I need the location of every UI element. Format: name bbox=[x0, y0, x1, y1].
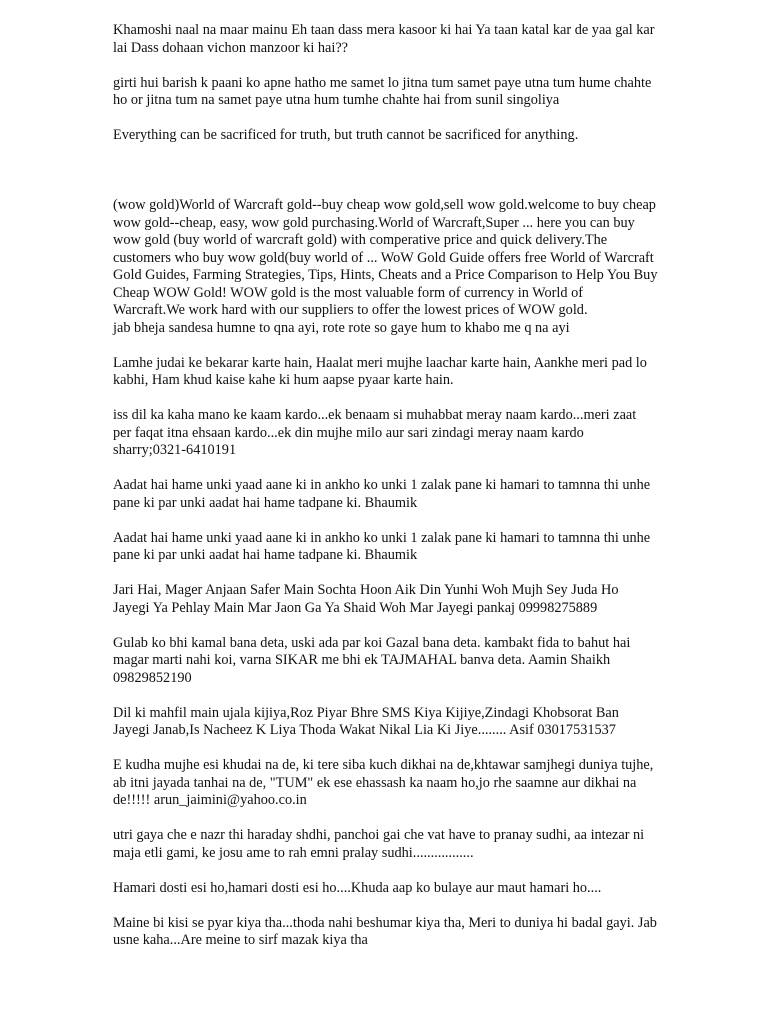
paragraph-hamari-dosti: Hamari dosti esi ho,hamari dosti esi ho....Khuda aap ko bulaye aur maut hamari ho.... bbox=[113, 879, 602, 896]
blank-gap bbox=[113, 162, 658, 197]
paragraph-lamhe-judai: Lamhe judai ke bekarar karte hain, Haalat meri mujhe laachar karte hain, Aankhe meri pad lo kabhi, Ham khud kaise kahe ki hum aapse pyaar karte hain. bbox=[113, 354, 647, 388]
paragraph-aadat-2: Aadat hai hame unki yaad aane ki in ankho ko unki 1 zalak pane ki hamari to tamnna thi unhe pane ki par unki aadat hai hame tadpane ki. Bhaumik bbox=[113, 529, 651, 563]
paragraph-aadat-1: Aadat hai hame unki yaad aane ki in ankho ko unki 1 zalak pane ki hamari to tamnna thi unhe pane ki par unki aadat hai hame tadpane ki. Bhaumik bbox=[113, 477, 651, 511]
paragraph-e-kudha: E kudha mujhe esi khudai na de, ki tere siba kuch dikhai na de,khtawar samjhegi duniya tujhe, ab itni jayada tanhai na de, "TUM" ek ese ehassash ka naam ho,jo rhe saamne aur dikhai na de!!!!! arun_jaimini@yahoo.co.in bbox=[113, 757, 654, 808]
paragraph-jari-hai: Jari Hai, Mager Anjaan Safer Main Sochta Hoon Aik Din Yunhi Woh Mujh Sey Juda Ho Jayegi Ya Pehlay Main Mar Jaon Ga Ya Shaid Woh Mar Jayegi pankaj 09998275889 bbox=[113, 582, 619, 616]
paragraph-iss-dil: iss dil ka kaha mano ke kaam kardo...ek benaam si muhabbat meray naam kardo...meri zaat per faqat itna ehsaan kardo...ek din mujhe milo aur sari zindagi meray naam kardo sharry;0321-6410191 bbox=[113, 407, 637, 458]
paragraph-maine-bi: Maine bi kisi se pyar kiya tha...thoda nahi beshumar kiya tha, Meri to duniya hi badal gayi. Jab usne kaha...Are meine to sirf mazak kiya tha bbox=[113, 914, 657, 948]
paragraph-truth-quote: Everything can be sacrificed for truth, but truth cannot be sacrificed for anything. bbox=[113, 127, 579, 143]
paragraph-wow-gold: (wow gold)World of Warcraft gold--buy cheap wow gold,sell wow gold.welcome to buy cheap wow gold--cheap, easy, wow gold purchasing.World of Warcraft,Super ... here you can buy wow gold (buy world of warcraft gold) with comperative price and quick delivery.The customers who buy wow gold(buy world of ... WoW Gold Guide offers free World of Warcraft Gold Guides, Farming Strategies, Tips, Hints, Cheats and a Price Comparison to Help You Buy Cheap WOW Gold! WOW gold is the most valuable form of currency in World of Warcraft.We work hard with our suppliers to offer the lowest prices of WOW gold. bbox=[113, 197, 658, 318]
document-body bbox=[113, 22, 658, 967]
paragraph-khamoshi: Khamoshi naal na maar mainu Eh taan dass mera kasoor ki hai Ya taan katal kar de yaa gal kar lai Dass dohaan vichon manzoor ki hai?? bbox=[113, 22, 655, 56]
paragraph-girti-barish: girti hui barish k paani ko apne hatho me samet lo jitna tum samet paye utna tum hume chahte ho or jitna tum na samet paye utna hum tumhe chahte hai from sunil singoliya bbox=[113, 74, 652, 108]
paragraph-utri-gaya: utri gaya che e nazr thi haraday shdhi, panchoi gai che vat have to pranay sudhi, aa intezar ni maja etli gami, ke josu ame to rah emni pralay sudhi................. bbox=[113, 827, 645, 861]
paragraph-dil-ki-mahfil: Dil ki mahfil main ujala kijiya,Roz Piyar Bhre SMS Kiya Kijiye,Zindagi Khobsorat Ban Jayegi Janab,Is Nacheez K Liya Thoda Wakat Nikal Lia Ki Jiye........ Asif 03017531537 bbox=[113, 704, 619, 738]
paragraph-sandesa: jab bheja sandesa humne to qna ayi, rote rote so gaye hum to khabo me q na ayi bbox=[113, 319, 570, 336]
paragraph-gulab: Gulab ko bhi kamal bana deta, uski ada par koi Gazal bana deta. kambakt fida to bahut hai magar marti nahi koi, varna SIKAR me bhi ek TAJMAHAL banva deta. Aamin Shaikh 09829852190 bbox=[113, 634, 631, 686]
